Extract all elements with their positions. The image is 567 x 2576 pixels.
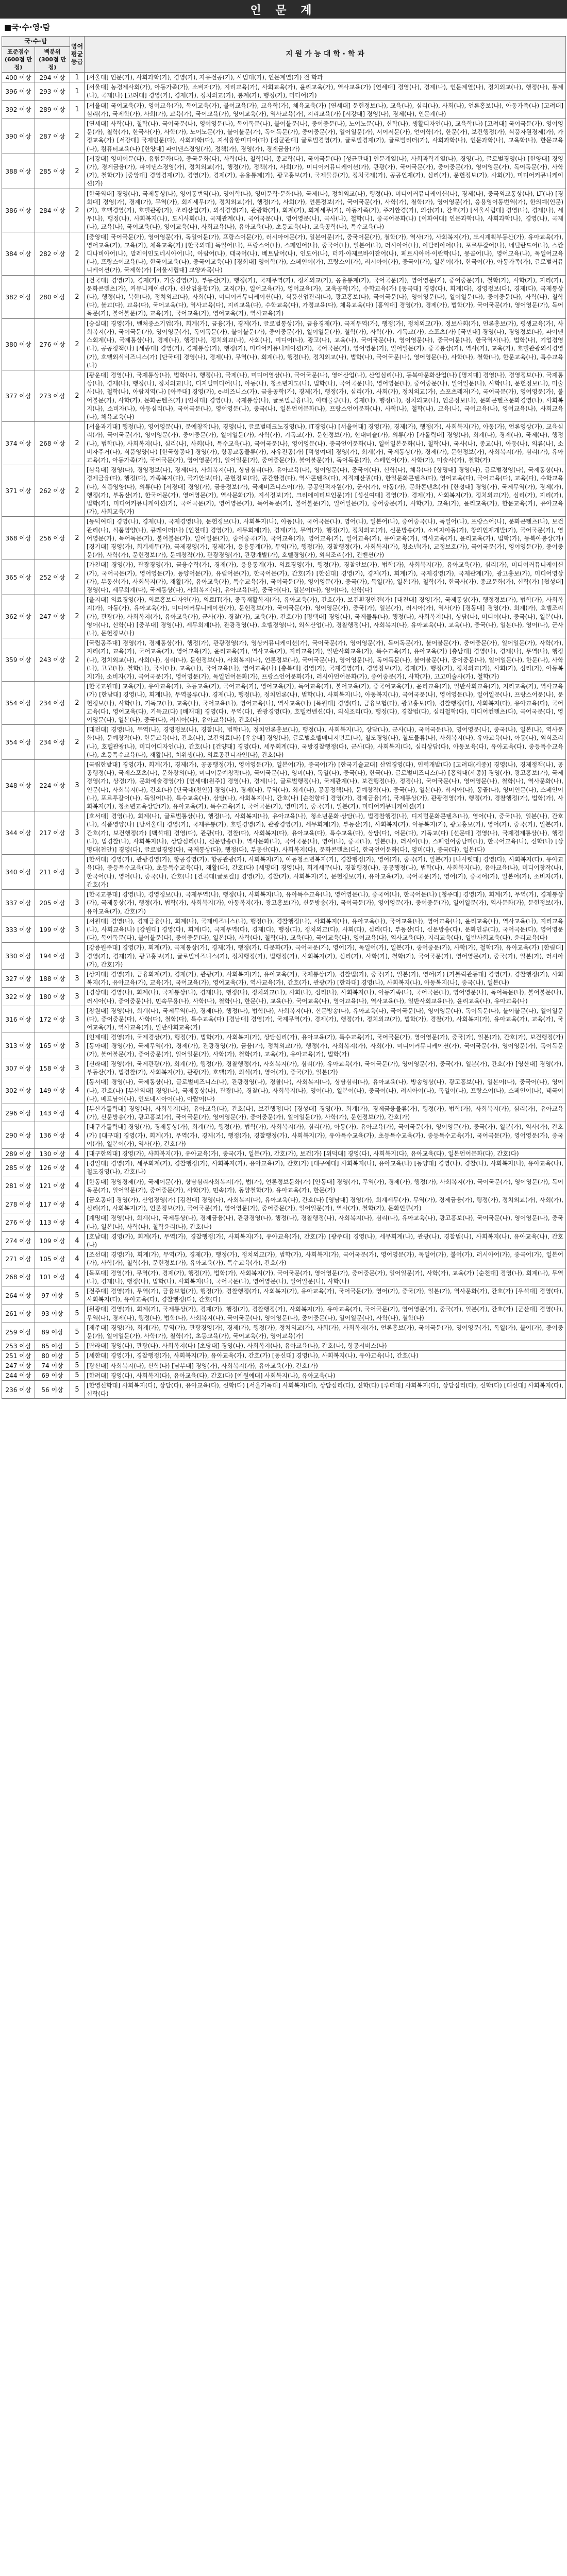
percentile-cell: 109 이상 — [35, 1231, 70, 1249]
standard-score-cell: 253 이상 — [2, 1341, 35, 1351]
university-list-cell: [한영신학대] 사회복지(다), 상담(다), 유아교육(다), 신학(다) [서울기독대] 사회복지(다), 상담심리(다), 신학(다) [루터대] 사회복지(다), 상담심리(다), 신학(다) [대신대] 사회복지(다), 신학(다) — [85, 1381, 566, 1399]
percentile-cell: 289 이상 — [35, 100, 70, 118]
university-list-cell: [탐라대] 경영(다), 관광(다), 사회복지(다) [초당대] 경영(나), 사회복지(나), 유아교육(나), 간호(나), 항공서비스(나) — [85, 1341, 566, 1351]
university-list-cell: [한려대] 경영(다), 사회복지(다), 유아교육(다), 간호(다) [예원예대] 사회복지(나), 유아교육(나) — [85, 1370, 566, 1380]
english-level-cell: 5 — [70, 1381, 85, 1399]
university-list-cell: [제주대] 경영(가), 회계(가), 무역(가), 관광경영(가), 경제(가), 행정(가), 정치외교(가), 사회(가), 사회복지(가), 언론홍보(가), 국어국문(가), 영어영문(가), 독일(가), 불어(가), 중어중문(가), 일어일문(가), 사학(가), 철학(가), 초등교육(가), 국어교육(가), 영어교육(가) — [85, 1323, 566, 1341]
standard-score-cell: 377 이상 — [2, 370, 35, 421]
english-level-cell: 4 — [70, 1077, 85, 1104]
percentile-cell: 287 이상 — [35, 119, 70, 154]
standard-score-cell: 386 이상 — [2, 189, 35, 232]
percentile-cell: 211 이상 — [35, 855, 70, 890]
standard-score-cell: 276 이상 — [2, 1213, 35, 1231]
university-list-cell: [한국교통대] 경영(나), 경영정보(나), 국제무역(나), 행정(나), 사회복지(나), 유아특수교육(나), 영어영문(나), 중국어(나), 한국어문(나) [청주대] 경영(가), 회계(가), 무역(가), 경제통상(가), 국제통상(가), 행정(가), 법학(가), 사회복지(가), 아동복지(가), 광고홍보(가), 신문방송(가), 국어국문(가), 영어영문(가), 중어중문(가), 일어일문(가), 역사문화(가), 문헌정보(가), 유아교육(가), 간호(가) — [85, 890, 566, 917]
table-row — [2, 1268, 566, 1286]
standard-score-cell: 396 이상 — [2, 82, 35, 100]
standard-score-cell: 354 이상 — [2, 682, 35, 725]
university-list-cell: [서울과기대] 행정(나), 영어영문(나), 문예창작(나), 경영(나), 글로벌테크노경영(나), IT경영(나) [서울여대] 경영(가), 경제(가), 행정(가), 사회복지(가), 아동(가), 언론영상(가), 교육심리(가), 국어국문(가), 영어영문(가), 중어중문(가), 일어일문(가), 사학(가), 기독교(가), 문헌정보(가), 현대미술(가), 의류(가) [가톨릭대] 경영(나), 회계(나), 경제(나), 국제(나), 행정(나), 법학(나), 사회복지(나), 심리(나), 사회(나), 특수교육(나), 국어국문(나), 영어영문(나), 중국언어문화(나), 일어일본문화(나), 철학(나), 국사(나), 종교(나), 아동(나), 의류(나), 소비자주거(나), 식품영양(나) [한국항공대] 경영(가), 항공교통물류(가), 자유전공(가) [덕성여대] 경영(가), 회계(가), 국제통상(가), 경제(가), 문헌정보(가), 사회복지(가), 심리(가), 유아교육(가), 아동가족(가), 국어국문(가), 영어영문(가), 일어일문(가), 중어중문(가), 불어불문(가), 독어독문(가), 스페인어(가), 사학(가), 미술사(가), 철학(가) — [85, 422, 566, 465]
table-row — [2, 154, 566, 189]
percentile-cell: 136 이상 — [35, 1122, 70, 1149]
english-level-cell: 2 — [70, 370, 85, 421]
percentile-cell: 126 이상 — [35, 1159, 70, 1177]
table-row — [2, 682, 566, 725]
university-list-cell: [중앙대] 국어국문(가), 영어영문(가), 독일어문(가), 프랑스어문(가), 러시아어문(가), 일본어문(가), 중국어문(가), 철학(가), 역사(가), 사회복지(가), 도시계획부동산(가), 유아교육(가), 영어교육(가), 교육(가), 체육교육(가) [한국외대] 독일어(나), 프랑스어(나), 스페인어(나), 중국어(나), 일본어(나), 러시아어(나), 이탈리아어(나), 포르투갈어(나), 네덜란드어(나), 스칸디나비아어(나), 말레이인도네시아어(나), 아랍어(나), 태국어(나), 베트남어(나), 인도어(나), 터키·아제르바이잔어(나), 페르시아어·이란학(나), 몽골어(나), 영어교육(나), 독일어교육(나), 프랑스어교육(나), 한국어교육(나), 중국어교육(나) [경희대] 영어학(가), 스페인어(가), 프랑스어(가), 러시아어(가), 중국어(가), 일본어(가), 한국어(가), 아동가족(가), 글로벌커뮤니케이션(가), 국제학(가) [서울시립대] 교양과목(나) — [85, 232, 566, 275]
english-level-cell: 3 — [70, 1059, 85, 1077]
table-row — [2, 1341, 566, 1351]
table-row — [2, 517, 566, 560]
standard-score-cell: 384 이상 — [2, 232, 35, 275]
english-level-cell: 1 — [70, 100, 85, 118]
english-level-cell: 3 — [70, 969, 85, 987]
table-row — [2, 100, 566, 118]
university-list-cell: [대구가톨릭대] 경영(가), 경제통상(가), 회계(가), 행정(가), 법학(가), 사회복지(가), 심리(가), 아동(가), 유아교육(가), 국어국문(가), 영어영문(가), 중국(가), 일본(가), 역사(가), 간호(가) [대구대] 경영(가), 회계(가), 무역(가), 경제(가), 행정(가), 경찰행정(가), 사회복지(가), 유아특수교육(가), 초등특수교육(가), 중등특수교육(가), 국어국문(가), 영어영문(가), 중국어(가), 일본어(가), 역사(가), 간호(가) — [85, 1122, 566, 1149]
standard-score-cell: 302 이상 — [2, 1077, 35, 1104]
table-row — [2, 969, 566, 987]
english-level-cell: 2 — [70, 682, 85, 725]
english-level-cell: 5 — [70, 1351, 85, 1361]
table-row — [2, 1122, 566, 1149]
percentile-cell: 158 이상 — [35, 1059, 70, 1077]
table-row — [2, 1077, 566, 1104]
english-level-cell: 2 — [70, 560, 85, 595]
table-row — [2, 1286, 566, 1304]
university-list-cell: [세한대] 경영(가), 경찰행정(가), 사회복지(가), 유아교육(가), 간호(가) [동신대] 경영(나), 사회복지(나), 유아교육(나), 간호(나) — [85, 1351, 566, 1361]
english-level-cell: 4 — [70, 1159, 85, 1177]
english-level-cell: 5 — [70, 1341, 85, 1351]
english-level-cell: 4 — [70, 1148, 85, 1158]
english-level-cell: 2 — [70, 275, 85, 318]
standard-score-cell: 368 이상 — [2, 517, 35, 560]
percentile-cell: 89 이상 — [35, 1323, 70, 1341]
university-list-cell: [인제대] 경영(가), 국제경상(가), 행정(가), 법학(가), 사회복지(가), 상담심리(가), 유아교육(가), 특수교육(가), 국어국문(가), 영어영문(가), 중국(가), 일본(가), 간호(가), 보건행정(가) [동아대] 경영(가), 국제무역(가), 경제(가), 관광경영(가), 금융(가), 정치외교(가), 행정(가), 사회복지(가), 사회(가), 미디어커뮤니케이션(가), 국어국문(가), 영어영문(가), 독어독문(가), 불어불문(가), 중어중문(가), 일어일문(가), 사학(가), 철학(가), 교육(가), 유아교육(가), 법학(가) — [85, 1032, 566, 1059]
table-row — [2, 988, 566, 1006]
standard-score-cell: 244 이상 — [2, 1370, 35, 1380]
university-list-cell: [가천대] 경영(가), 관광경영(가), 금융수학(가), 경제(가), 응용통계(가), 의료경영(가), 행정(가), 경찰안보(가), 법학(가), 사회복지(가), 유아교육(가), 심리(가), 미디어커뮤니케이션(가), 국어국문(가), 영어영문(가), 동양어문(가), 유럽어문(가), 한국어문(가), 간호(가) [한신대] 경영(가), 경제(가), 회계(가), 국제경영(가), 국제관계(가), 광고홍보(가), 미디어영상(가), 부동산(가), 사회복지(가), 재활(가), 유아교육(가), 특수교육(가), 국어국문(가), 영어영문(가), 중국(가), 독일(가), 일본(가), 철학(가), 한국사(가), 종교문화(가), 신학(가) [협성대] 경영(다), 세무회계(다), 국제통상(다), 사회복지(다), 유아교육(다), 중국어(다), 일본어(다), 영어(다), 신학(다) — [85, 560, 566, 595]
table-row — [2, 760, 566, 811]
english-level-cell: 2 — [70, 154, 85, 189]
percentile-cell: 149 이상 — [35, 1077, 70, 1104]
table-row — [2, 1361, 566, 1370]
standard-score-cell: 362 이상 — [2, 595, 35, 638]
standard-score-cell: 236 이상 — [2, 1381, 35, 1399]
standard-score-cell: 333 이상 — [2, 916, 35, 943]
english-level-cell: 2 — [70, 638, 85, 682]
percentile-cell: 188 이상 — [35, 969, 70, 987]
university-list-cell: [서울대] 인문(가), 사회과학(가), 경영(가), 자유전공(가), 사범대(가), 인문계열(가) 전 학과 — [85, 73, 566, 82]
english-level-cell: 3 — [70, 760, 85, 811]
university-list-cell: [서울대] 농경제사회(가), 아동가족(가), 소비자(가), 지리교육(가), 사회교육(가), 윤리교육(가), 역사교육(가) [연세대] 경영(나), 경제(나), 인문계열(나), 정치외교(나), 행정(나), 통계(나), 국제(나) [고려대] 경영(가), 경제(가), 정치외교(가), 통계(가), 행정(가), 미디어(가) — [85, 82, 566, 100]
percentile-cell: 262 이상 — [35, 465, 70, 517]
table-row — [2, 1213, 566, 1231]
english-level-cell: 5 — [70, 1370, 85, 1380]
percentile-cell: 143 이상 — [35, 1104, 70, 1122]
english-level-cell: 3 — [70, 988, 85, 1006]
standard-score-cell: 322 이상 — [2, 988, 35, 1006]
english-level-cell: 2 — [70, 119, 85, 154]
standard-score-cell: 290 이상 — [2, 1122, 35, 1149]
banner-title: 인 문 계 — [250, 4, 317, 17]
standard-score-cell: 281 이상 — [2, 1177, 35, 1195]
table-row — [2, 1006, 566, 1032]
english-level-cell: 4 — [70, 1195, 85, 1213]
university-list-cell: [금오공대] 경영(가), 산업경영(가) [김천대] 경영(다), 사회복지(다), 유아교육(다), 간호(다) [영남대] 경영(가), 회계세무(가), 무역(가), 경제금융(가), 행정(가), 정치외교(가), 사회(가), 심리(가), 사회복지(가), 언론정보(가), 국어국문(가), 영어영문(가), 중어중문(가), 일어일문(가), 역사(가), 철학(가), 문화인류(가) — [85, 1195, 566, 1213]
percentile-cell: 130 이상 — [35, 1148, 70, 1158]
university-list-cell: [광신대] 사회복지(다), 신학(다) [남부대] 경영(가), 사회복지(가), 유아교육(가), 간호(가) — [85, 1361, 566, 1370]
university-list-cell: [호남대] 경영(가), 회계(가), 무역(가), 경찰행정(가), 사회복지(가), 유아교육(가), 간호(가) [광주대] 경영(나), 세무회계(나), 관광(나), 경찰법(나), 사회복지(나), 유아교육(나), 간호(나) — [85, 1231, 566, 1249]
standard-score-cell: 264 이상 — [2, 1286, 35, 1304]
table-row — [2, 422, 566, 465]
standard-score-cell: 365 이상 — [2, 560, 35, 595]
standard-score-cell: 327 이상 — [2, 969, 35, 987]
university-list-cell: [연세대] 사학(나), 철학(나), 국어국문(나), 영어영문(나), 독어독문(나), 불어불문(나), 중어중문(나), 노어노문(나), 신학(나), 생활디자인(나), 교육학(나) [고려대] 국어국문(가), 영어영문(가), 철학(가), 한국사(가), 사학(가), 노어노문(가), 불어불문(가), 독어독문(가), 중어중문(가), 일어일문(가), 서어서문(가), 언어학(가), 한문(가), 보건행정(가), 식품자원경제(가), 가정교육(가) [서강대] 국제인문(다), 사회과학(다), 지식융합미디어(다) [성균관대] 글로벌경영(가), 글로벌경제(가), 글로벌리더(가), 사회과학(나), 인문과학(나), 교육학(나), 한문교육(나), 컴퓨터교육(나) [한양대] 파이낸스경영(가), 정책(가), 경영(가), 경제금융(가) — [85, 119, 566, 154]
table-row — [2, 595, 566, 638]
standard-score-cell: 392 이상 — [2, 100, 35, 118]
table-row — [2, 1250, 566, 1268]
english-level-cell: 5 — [70, 1304, 85, 1323]
percentile-cell: 105 이상 — [35, 1250, 70, 1268]
percentile-cell: 117 이상 — [35, 1195, 70, 1213]
english-level-cell: 2 — [70, 189, 85, 232]
percentile-cell: 194 이상 — [35, 943, 70, 970]
university-list-cell: [한국교원대] 교육(가), 유아교육(가), 초등교육(가), 국어교육(가), 영어교육(가), 독어교육(가), 불어교육(가), 중국어교육(가), 윤리교육(가), 일반사회교육(가), 지리교육(가), 역사교육(가) [한남대] 경영(나), 회계(나), 무역물류(나), 경제(나), 행정(나), 정치언론(나), 법학(나), 사회복지(나), 아동복지(나), 국어국문(나), 영어영문(나), 일어일문(나), 프랑스어문(나), 문헌정보(나), 사학(나), 기독교(나), 교육(나), 국어교육(나), 영어교육(나), 역사교육(나) [목원대] 경영(다), 금융보험(다), 광고홍보(다), 경찰행정(다), 사회복지(다), 유아교육(다), 국어교육(다), 영어교육(다), 기독교(다) [배재대] 경영(다), 무역(다), 관광경영(다), 호텔컨벤션(다), 외식조리(다), 행정(다), 경찰법(다), 심리철학(다), 미디어컨텐츠(다), 국어국문(다), 영어영문(다), 일본(다), 중국(다), 러시아(다), 유아교육(다), 간호(다) — [85, 682, 566, 725]
percentile-cell: 180 이상 — [35, 988, 70, 1006]
standard-score-cell: 268 이상 — [2, 1268, 35, 1286]
standard-score-cell: 359 이상 — [2, 638, 35, 682]
standard-score-cell: 285 이상 — [2, 1159, 35, 1177]
table-row — [2, 1148, 566, 1158]
university-list-cell: [서강대] 영미어문(다), 유럽문화(다), 중국문화(다), 사학(다), 철학(다), 종교학(다), 국어국문(다) [성균관대] 인문계열(나), 사회과학계열(나), 경영(나), 글로벌경영(나) [한양대] 경영(가), 경제금융(가), 파이낸스경영(가), 정치외교(가), 행정(가), 정책(가), 사회(가), 미디어커뮤니케이션(가), 관광(가), 국어국문(가), 중어중문(가), 영어영문(가), 독어독문(가), 사학(가), 철학(가) [중앙대] 경영경제(가), 경영(가), 경제(가), 응용통계(가), 광고홍보(가), 국제물류(가), 정치국제(가), 공공인재(가), 심리(가), 문헌정보(가), 사회(가), 미디어커뮤니케이션(가) — [85, 154, 566, 189]
university-list-cell: [강릉원주대] 경영(가), 회계(가), 국제통상(가), 경제(가), 행정(가), 다문화(가), 국어국문(가), 영어(가), 독일어(가), 일본(가), 중어중문(가), 사학(가), 철학(가), 유아교육(가) [한림대] 경영(가), 경제(가), 광고홍보(가), 글로벌비즈니스(가), 정치행정(가), 법행정(가), 사회복지(가), 심리(가), 사학(가), 철학(가), 국어국문(가), 영어영문(가), 중국(가), 일본(가), 러시아(가), 간호(가) — [85, 943, 566, 970]
english-level-cell: 4 — [70, 1268, 85, 1286]
university-list-cell: [한동대] 경영경제(가), 국제어문(가), 상담심리사회복지(가), 법(가), 언론정보문화(가) [안동대] 경영(가), 무역(가), 경제(가), 행정(가), 사회복지(가), 국어국문(가), 영어영문(가), 독어독문(가), 일어일문(가), 중어중문(가), 사학(가), 민속(가), 동양철학(가), 유아교육(가), 한문(가) — [85, 1177, 566, 1195]
english-level-cell: 4 — [70, 1177, 85, 1195]
university-list-cell: [건국대] 경영(가), 경제(가), 기술경영(가), 부동산(가), 행정(가), 국제무역(가), 정치외교(가), 응용통계(가), 국어국문(가), 영어영문(가), 중어중문(가), 철학(가), 사학(가), 지리(가), 문화콘텐츠(가), 커뮤니케이션(가), 신산업융합(가), 교직(가), 일어교육(가), 영어교육(가), 교육공학(가), 수학교육(가) [동국대] 경영(다), 회계(다), 경영정보(다), 경제(다), 국제통상(다), 행정(다), 북한(다), 정치외교(다), 사회(다), 미디어커뮤니케이션(다), 식품산업관리(다), 광고홍보(다), 국어국문(다), 영어영문(다), 일어일문(다), 중어중문(다), 사학(다), 철학(다), 불교(다), 교육(다), 국어교육(다), 역사교육(다), 지리교육(다), 수학교육(다), 가정교육(다), 체육교육(다) [홍익대] 경영(가), 경제(가), 법학(가), 국어국문(가), 영어영문(가), 독어독문(가), 불어불문(가), 교육(가), 국어교육(가), 영어교육(가), 역사교육(가) — [85, 275, 566, 318]
university-list-cell: [경일대] 경영(가), 세무회계(가), 경찰행정(가), 사회복지(가), 유아교육(가), 간호(가) [대구예대] 사회복지(나), 유아교육(나) [동양대] 경영(나), 경찰(나), 사회복지(나), 유아교육(나), 철도경영(나), 간호(나) — [85, 1159, 566, 1177]
percentile-cell: 285 이상 — [35, 154, 70, 189]
standard-score-cell: 390 이상 — [2, 119, 35, 154]
university-list-cell: [한국외대] 경영(나), 국제통상(나), 영어통번역(나), 영어학(나), 영미문학·문화(나), 국제(나), 정치외교(나), 행정(나), 미디어커뮤니케이션(나), 경제(나), 중국외교통상(나), LT(나) [경희대] 경영(가), 경제(가), 무역(가), 회계세무(가), 정치외교(가), 행정(가), 사회(가), 언론정보(가), 국어국문(가), 사학(가), 철학(가), 영어영문(가), 응용영어통번역(가), 한의예(인문)(가), 호텔경영(가), 호텔관광(가), 조리산업(가), 외식경영(가), 관광학(가), 회계(가), 회계세무(가), 아동가족(가), 주거환경(가), 의상(가), 간호(가) [서울시립대] 경영(나), 경제(나), 세무(나), 행정(나), 사회복지(나), 도시사회(나), 국제관계(나), 국어국문(나), 영어영문(나), 국사(나), 철학(나), 중국어문화(나) [이화여대] 인문과학(나), 사회과학(나), 경영(나), 국제(나), 교육(나), 국어교육(나), 영어교육(나), 사회교육(나), 유아교육(나), 초등교육(나), 교육공학(나), 특수교육(나) — [85, 189, 566, 232]
english-level-cell: 5 — [70, 1286, 85, 1304]
percentile-cell: 234 이상 — [35, 725, 70, 760]
percentile-cell: 256 이상 — [35, 517, 70, 560]
table-row — [2, 189, 566, 232]
percentile-cell: 217 이상 — [35, 811, 70, 855]
standard-score-cell: 344 이상 — [2, 811, 35, 855]
university-list-cell: [신라대] 경영(가), 국제관광(가), 회계(가), 행정(가), 경찰행정(가), 사회복지(가), 심리(가), 유아교육(가), 국어국문(가), 영어영문(가), 중국(가), 일본(가), 간호(가) [영산대] 경영(가), 부동산(가), 법경찰(가), 사회복지(가), 관광(가), 호텔(가), 외식(가), 영어(가), 중국(가), 일본(가) — [85, 1059, 566, 1077]
table-row — [2, 1304, 566, 1323]
percentile-cell: 97 이상 — [35, 1286, 70, 1304]
section-label: ■국·수·영·탐 — [4, 23, 51, 32]
university-list-cell: [서원대] 경영(나), 경제금융(나), 회계(나), 국제비즈니스(나), 행정(나), 경찰행정(나), 사회복지(나), 유아교육(나), 국어교육(나), 영어교육(나), 윤리교육(나), 역사교육(나), 지리교육(나), 사회교육(나) [강원대] 경영(다), 회계(다), 국제무역(다), 경제(다), 행정(다), 정치외교(다), 사회(다), 심리(다), 부동산(다), 신문방송(다), 문화인류(다), 국어국문(다), 영어영문(다), 독어독문(다), 불어불문(다), 중어중문(다), 일본(다), 사학(다), 철학(다), 교육(다), 국어교육(다), 영어교육(다), 역사교육(다), 지리교육(다), 일반사회교육(다), 윤리교육(다) — [85, 916, 566, 943]
university-list-cell: [목포대] 경영(가), 무역(가), 경제(가), 행정(가), 법학(가), 사회복지(가), 국어국문(가), 영어영문(가), 중어중문(가), 일어일문(가), 사학(가), 교육(가) [순천대] 경영(나), 회계(나), 무역(나), 경제(나), 행정(나), 법학(나), 사회복지(나), 국어국문(나), 영어영문(나), 일어일문(나), 사학(나) — [85, 1268, 566, 1286]
english-level-cell: 3 — [70, 916, 85, 943]
header-english-level: 영어 평균 등급 — [70, 37, 85, 73]
standard-score-cell: 261 이상 — [2, 1304, 35, 1323]
header-group: 국·수·탐 — [2, 37, 70, 47]
table-row — [2, 725, 566, 760]
standard-score-cell: 289 이상 — [2, 1148, 35, 1158]
standard-score-cell: 400 이상 — [2, 73, 35, 82]
percentile-cell: 293 이상 — [35, 82, 70, 100]
english-level-cell: 4 — [70, 1213, 85, 1231]
percentile-cell: 234 이상 — [35, 682, 70, 725]
english-level-cell: 2 — [70, 725, 85, 760]
table-row — [2, 1370, 566, 1380]
table-row — [2, 318, 566, 370]
university-list-cell: [동덕여대] 경영(나), 경제(나), 국제경영(나), 문헌정보(나), 사회복지(나), 아동(나), 국어국문(나), 영어(나), 일본어(나), 중어중국(나), 독일어(나), 프랑스어(나), 문화콘텐츠(나), 보건관리(나), 식품영양(나), 큐레이터(나) [인천대] 경영(가), 세무회계(가), 경제(가), 무역(가), 행정(가), 정치외교(가), 신문방송(가), 소비자아동(가), 창의인재개발(가), 국어국문(가), 영어영문(가), 독어독문(가), 불어불문(가), 일어일문(가), 중어중국(가), 국어교육(가), 영어교육(가), 일어교육(가), 유아교육(가), 역사교육(가), 윤리교육(가), 법학(가), 동북아통상(가) [경기대] 경영(가), 회계세무(가), 국제경영(가), 경제(가), 응용통계(가), 무역(가), 행정(가), 경찰행정(가), 사회복지(가), 청소년(가), 교정보호(가), 국어국문(가), 영어영문(가), 중어중문(가), 사학(가), 문헌정보(가), 문예창작(가), 관광경영(가), 관광개발(가), 호텔경영(가), 외식조리(가), 컨벤션(가) — [85, 517, 566, 560]
table-row — [2, 119, 566, 154]
table-row — [2, 1231, 566, 1249]
standard-score-cell: 271 이상 — [2, 1250, 35, 1268]
university-list-cell: [국립공주대] 경영(가), 경제통상(가), 행정(가), 관광경영(가), 영상커뮤니케이션(가), 국어국문(가), 영어영문(가), 독어독문(가), 불어불문(가), 중어중문(가), 일어일문(가), 사학(가), 지리(가), 교육(가), 국어교육(가), 영어교육(가), 윤리교육(가), 역사교육(가), 지리교육(가), 일반사회교육(가), 특수교육(가), 유아교육(가) [충남대] 경영(나), 경제(나), 무역(나), 행정(나), 정치외교(나), 사회(나), 심리(나), 문헌정보(나), 사회복지(나), 언론정보(나), 국어국문(나), 영어영문(나), 독어독문(나), 불어불문(나), 중어중문(나), 일어일문(나), 한문(나), 사학(나), 고고(나), 철학(나), 국사(나), 교육(나), 국어교육(나), 영어교육(나) [충북대] 경영(가), 국제경영(가), 경영정보(가), 경제(가), 행정(가), 정치외교(가), 사회(가), 심리(가), 아동복지(가), 소비자(가), 국어국문(가), 영어영문(가), 독일언어문화(가), 프랑스언어문화(가), 러시아언어문화(가), 중어중문(가), 사학(가), 고고미술사(가), 철학(가) — [85, 638, 566, 682]
standard-score-cell: 259 이상 — [2, 1323, 35, 1341]
english-level-cell: 2 — [70, 517, 85, 560]
percentile-cell: 252 이상 — [35, 560, 70, 595]
standard-score-cell: 330 이상 — [2, 943, 35, 970]
university-list-cell: [계명대] 경영(나), 회계(나), 국제통상(나), 경제금융(나), 관광경영(나), 행정(나), 경찰행정(나), 사회복지(나), 심리(나), 유아교육(나), 광고홍보(나), 국어국문(나), 영어영문(나), 중국(나), 일본(나), 사학(나), 철학윤리(나), 간호(나) — [85, 1213, 566, 1231]
university-list-cell: [전주대] 경영(가), 무역(가), 금융보험(가), 행정(가), 경찰행정(가), 사회복지(가), 유아교육(가), 국어국문(가), 영어(가), 중국(가), 일본(가), 역사문화(가), 간호(가) [우석대] 경영(다), 사회복지(다), 유아교육(다), 경찰행정(다), 간호(다) — [85, 1286, 566, 1304]
table-row — [2, 1104, 566, 1122]
university-list-cell: [조선대] 경영(가), 회계(가), 무역(가), 경제(가), 행정(가), 정치외교(가), 법학(가), 사회복지(가), 국어국문(가), 영어영문(가), 독일어(가), 불어(가), 러시아어(가), 중국어(가), 일본어(가), 사학(가), 철학(가), 문헌정보(가), 유아교육(가), 특수교육(가), 간호(가) — [85, 1250, 566, 1268]
table-row — [2, 560, 566, 595]
percentile-cell: 172 이상 — [35, 1006, 70, 1032]
standard-score-cell: 316 이상 — [2, 1006, 35, 1032]
percentile-cell: 273 이상 — [35, 370, 70, 421]
standard-score-cell: 380 이상 — [2, 318, 35, 370]
table-row — [2, 73, 566, 82]
table-row — [2, 1159, 566, 1177]
english-level-cell: 4 — [70, 1122, 85, 1149]
standard-score-cell: 337 이상 — [2, 890, 35, 917]
table-row — [2, 943, 566, 970]
standard-score-cell: 348 이상 — [2, 760, 35, 811]
table-row — [2, 855, 566, 890]
percentile-cell: 113 이상 — [35, 1213, 70, 1231]
english-level-cell: 4 — [70, 1231, 85, 1249]
percentile-cell: 101 이상 — [35, 1268, 70, 1286]
table-row — [2, 811, 566, 855]
table-row — [2, 465, 566, 517]
university-list-cell: [대전대] 경영(나), 무역(나), 경영정보(나), 경찰(나), 법학(나), 정치언론홍보(나), 행정(나), 사회복지(나), 상담(나), 군사(나), 국어국문(나), 영어영문(나), 중국(나), 일본(나), 역사문화(나), 문예창작(나), 한문교육(나), 간호(나), 보건의료(나) [우송대] 경영(나), 글로벌호텔매니지먼트(나), 철도경영(나), 철도물류(나), 사회복지(나), 유아교육(나), 아동(나), 외식조리(나), 호텔관광(나), 미디어디자인(나), 간호(나) [건양대] 경영(다), 세무회계(다), 국방경찰행정(다), 군사(다), 사회복지(다), 심리상담(다), 아동보육(다), 유아교육(다), 중등특수교육(다), 초등특수교육(다), 재활(다), 치위생(다), 의료공간디자인(다), 간호(다) — [85, 725, 566, 760]
table-row — [2, 1177, 566, 1195]
university-list-cell: [부산가톨릭대] 경영(다), 사회복지(다), 유아교육(다), 간호(다), 보건행정(다) [경성대] 경영(가), 회계(가), 경제금융물류(가), 행정(가), 법학(가), 사회복지(가), 심리(가), 유아교육(가), 신문방송(가), 광고홍보(가), 국어국문(가), 영어영문(가), 중어중문(가), 일어일문(가), 사학(가), 문헌정보(가), 간호(가) — [85, 1104, 566, 1122]
percentile-cell: 268 이상 — [35, 422, 70, 465]
table-row — [2, 916, 566, 943]
table-row — [2, 1032, 566, 1059]
percentile-cell: 56 이상 — [35, 1381, 70, 1399]
university-list-cell: [상지대] 경영(가), 금융회계(가), 경제(가), 관광(가), 사회복지(가), 유아교육(가), 국제통상(가), 경찰법(가), 중국(가), 일본(가), 영어(가) [가톨릭관동대] 경영(가), 경찰행정(가), 사회복지(가), 유아교육(가), 교육(가), 국어교육(가), 영어교육(가), 역사교육(가), 간호(가), 관광(가) [한라대] 경영(나), 사회복지(나), 아동복지(나), 중국(나), 일본(나) — [85, 969, 566, 987]
standard-score-cell: 313 이상 — [2, 1032, 35, 1059]
standard-score-cell: 382 이상 — [2, 275, 35, 318]
table-row — [2, 1323, 566, 1341]
table-row — [2, 275, 566, 318]
table-row — [2, 1195, 566, 1213]
english-level-cell: 3 — [70, 811, 85, 855]
university-list-cell: [창원대] 경영(다), 회계(다), 국제무역(다), 경제(다), 행정(다), 법학(다), 사회복지(다), 신문방송(다), 유아교육(다), 국어국문(다), 영어영문(다), 독어독문(다), 불어불문(다), 일어일문(다), 중어중문(다), 사학(다), 철학(다), 특수교육(다) [경남대] 경영(가), 국제무역(가), 경제(가), 행정(가), 정치외교(가), 법학(가), 경찰(가), 사회복지(가), 유아교육(가), 교육(가), 국어교육(가), 역사교육(가), 일반사회교육(가) — [85, 1006, 566, 1032]
table-body — [2, 73, 566, 1399]
percentile-cell: 80 이상 — [35, 1351, 70, 1361]
standard-score-cell: 388 이상 — [2, 154, 35, 189]
university-list-cell: [광운대] 경영(나), 국제통상(나), 법학(나), 행정(나), 국제(나), 미디어영상(나), 국어국문(나), 영어산업(나), 산업심리(나), 동북아문화산업(나) [명지대] 경영(나), 경영정보(나), 국제통상(나), 경제(나), 행정(나), 정치외교(나), 디지털미디어(나), 아동(나), 청소년지도(나), 법학(나), 국어국문(나), 영어영문(나), 중어중문(나), 일어일문(나), 사학(나), 문헌정보(나), 미술사(나), 철학(나), 아랍지역(나) [아주대] 경영(가), e-비즈니스(가), 금융공학(가), 경제(가), 행정(가), 심리(가), 사회(가), 정치외교(가), 스포츠레저(가), 국어국문(가), 영어영문(가), 불어불문(가), 사학(가), 문화콘텐츠(가) [인하대] 경영(나), 국제통상(나), 글로벌금융(나), 아태물류(나), 경제(나), 행정(나), 정치외교(나), 언론정보(나), 문화콘텐츠문화경영(나), 사회복지(나), 소비자(나), 아동심리(나), 국어국문(나), 영어영문(나), 중국(나), 일본언어문화(나), 프랑스언어문화(나), 사학(나), 철학(나), 교육(나), 국어교육(나), 영어교육(나), 사회교육(나), 체육교육(나) — [85, 370, 566, 421]
page-banner — [0, 0, 567, 19]
percentile-cell: 247 이상 — [35, 595, 70, 638]
standard-score-cell: 296 이상 — [2, 1104, 35, 1122]
percentile-cell: 199 이상 — [35, 916, 70, 943]
english-level-cell: 1 — [70, 73, 85, 82]
percentile-cell: 282 이상 — [35, 232, 70, 275]
standard-score-cell: 371 이상 — [2, 465, 35, 517]
percentile-cell: 205 이상 — [35, 890, 70, 917]
english-level-cell: 3 — [70, 855, 85, 890]
english-level-cell: 4 — [70, 1104, 85, 1122]
table-row — [2, 232, 566, 275]
english-level-cell: 1 — [70, 82, 85, 100]
english-level-cell: 3 — [70, 1032, 85, 1059]
percentile-cell: 121 이상 — [35, 1177, 70, 1195]
header-percentile: 백분위 (300점 만점) — [35, 47, 70, 73]
university-list-cell: [을지대] 의료경영(가), 의료홍보디자인(가), 의료IT(가), 중독재활복지(가), 유아교육(가), 간호(가), 보건환경안전(가) [대진대] 경영(가), 국제통상(가), 행정정보(가), 법학(가), 사회복지(가), 아동(가), 유아교육(가), 미디어커뮤니케이션(가), 문헌정보(가), 국어국문(가), 영어영문(가), 중국(가), 일본(가), 러시아(가), 역사(가) [경동대] 경영(가), 회계(가), 호텔조리(가), 관광(가), 사회복지(가), 유아교육(가), 군사(가), 경찰(가), 교육(가), 간호(가) [평택대] 경영(나), 국제물류(나), 행정(나), 사회복지(나), 상담(나), 미디어(나), 중국(나), 일본(나), 영어(나), 신학(나) [중부대] 경영(나), 세무회계(나), 관광경영(나), 호텔경영(나), 외식산업(나), 경찰행정(나), 사회복지(나), 유아교육(나), 교육(나), 중국(나), 일본(나), 영어(나), 군사(나), 문헌정보(나) — [85, 595, 566, 638]
university-list-cell: [서울대] 국어교육(가), 영어교육(가), 독어교육(가), 불어교육(가), 교육학(가), 체육교육(가) [연세대] 문헌정보(나), 교육(나), 심리(나), 사회(나), 언론홍보(나), 아동가족(나) [고려대] 심리(가), 국제학(가), 사회(가), 교육(가), 국어교육(가), 영어교육(가), 역사교육(가), 지리교육(가) [서강대] 경영(다), 경제(다), 인문계(다) — [85, 100, 566, 118]
standard-score-cell: 247 이상 — [2, 1361, 35, 1370]
standard-score-cell: 251 이상 — [2, 1351, 35, 1361]
university-list-cell: [삼육대] 경영(다), 경영정보(다), 경제(다), 사회복지(다), 상담심리(다), 유아교육(다), 영어영문(다), 중국어(다), 신학(다), 체육(다) [상명대] 경영(다), 글로벌경영(다), 국제통상(다), 경제금융(다), 행정(다), 가족복지(다), 국가안보(다), 문헌정보(다), 공간환경(다), 역사콘텐츠(다), 지적재산권(다), 한일문화콘텐츠(다), 영어교육(다), 국어교육(다), 교육(다), 수학교육(다), 식품영양(다), 의류(다) [서경대] 경영(가), 금융정보(가), 국제비즈니스어(가), 공공인적자원(가), 군사(가), 아동(가), 문화콘텐츠(가) [한성대] 경영(가), 국제무역(가), 경제(가), 행정(가), 부동산(가), 한국어문(가), 영어영문(가), 역사문화(가), 지식정보(가), 크리에이티브인문(가) [성신여대] 경영(가), 경제(가), 사회복지(가), 정치외교(가), 심리(가), 지리(가), 법학(가), 미디어커뮤니케이션(가), 국어국문(가), 영어영문(가), 독어독문(가), 불어불문(가), 일어일문(가), 중어중문(가), 사학(가), 교육(가), 윤리교육(가), 한문교육(가), 유아교육(가), 사회교육(가) — [85, 465, 566, 517]
english-level-cell: 4 — [70, 1250, 85, 1268]
header-universities: 지 원 가 능 대 학 · 학 과 — [85, 37, 566, 73]
percentile-cell: 85 이상 — [35, 1341, 70, 1351]
english-level-cell: 2 — [70, 318, 85, 370]
standard-score-cell: 278 이상 — [2, 1195, 35, 1213]
english-level-cell: 5 — [70, 1323, 85, 1341]
english-level-cell: 5 — [70, 1361, 85, 1370]
table-row — [2, 638, 566, 682]
english-level-cell: 2 — [70, 422, 85, 465]
university-list-cell: [숭실대] 경영(가), 벤처중소기업(가), 회계(가), 금융(가), 경제(가), 글로벌통상(가), 금융경제(가), 국제무역(가), 행정(가), 정치외교(가), 정보사회(가), 언론홍보(가), 평생교육(가), 사회복지(가), 국어국문(가), 영어영문(가), 독어독문(가), 불어불문(가), 중어중문(가), 일어일문(가), 철학(가), 사학(가), 기독교(가), 스포츠(가) [국민대] 경영(나), 경영정보(나), 파이낸스회계(나), 국제통상(나), 경제(나), 행정(나), 정치외교(나), 사회(나), 미디어(나), 광고(나), 교육(나), 국어국문(나), 영어영문(나), 중국어문(나), 한국역사(나), 법학(나), 기업경영(나), 공공정책(나) [세종대] 경영(가), 경제통상(가), 행정(가), 미디어커뮤니케이션(가), 국어국문(가), 영어영문(가), 일어일문(가), 중국통상(가), 역사(가), 교육(가), 호텔관광외식경영(가), 호텔외식비즈니스(가) [단국대] 경영(나), 경제(나), 무역(나), 회계(나), 행정(나), 정치외교(나), 법학(나), 국어국문(나), 영어영문(나), 사학(나), 철학(나), 한문교육(나), 특수교육(나) — [85, 318, 566, 370]
standard-score-cell: 307 이상 — [2, 1059, 35, 1077]
table-row — [2, 370, 566, 421]
percentile-cell: 165 이상 — [35, 1032, 70, 1059]
standard-score-cell: 340 이상 — [2, 855, 35, 890]
percentile-cell: 243 이상 — [35, 638, 70, 682]
percentile-cell: 280 이상 — [35, 275, 70, 318]
university-list-cell: [경상대] 경영(나), 회계(나), 국제통상(나), 경제(나), 행정(나), 정치외교(나), 사회(나), 심리(나), 사회복지(나), 아동가족(나), 국어국문(나), 영어영문(나), 독어독문(나), 불어불문(나), 러시아(나), 중어중문(나), 민속무용(나), 사학(나), 철학(나), 한문(나), 교육(나), 국어교육(나), 영어교육(나), 역사교육(나), 일반사회교육(나), 윤리교육(나), 유아교육(나) — [85, 988, 566, 1006]
table-row — [2, 890, 566, 917]
percentile-cell: 69 이상 — [35, 1370, 70, 1380]
table-row — [2, 1059, 566, 1077]
english-level-cell: 2 — [70, 232, 85, 275]
percentile-cell: 276 이상 — [35, 318, 70, 370]
header-standard-score: 표준점수 (600점 만점) — [2, 47, 35, 73]
table-row — [2, 1351, 566, 1361]
percentile-cell: 294 이상 — [35, 73, 70, 82]
table-row — [2, 82, 566, 100]
table-row — [2, 1381, 566, 1399]
university-list-cell: [동서대] 경영(나), 국제통상(나), 글로벌비즈니스(나), 관광경영(나), 경찰(나), 사회복지(나), 상담심리(나), 유아교육(나), 방송영상(나), 광고홍보(나), 일본어(나), 중국어(나), 영어(나), 간호(나) [부산외대] 경영(나), 국제통상(나), 관광(나), 경찰(나), 사회복지(나), 영어(나), 일본어(나), 중국어(나), 러시아어(나), 독일어(나), 프랑스어(나), 스페인어(나), 태국어(나), 베트남어(나), 인도네시아어(나), 아랍어(나) — [85, 1077, 566, 1104]
standard-score-cell: 374 이상 — [2, 422, 35, 465]
english-level-cell: 3 — [70, 890, 85, 917]
university-list-cell: [원광대] 경영(가), 회계(가), 국제통상(가), 경제(가), 행정(가), 경찰행정(가), 사회복지(가), 유아교육(가), 국어국문(가), 영어영문(가), 중국(가), 일본(가), 간호(가) [군산대] 경영(나), 무역(나), 경제(나), 행정(나), 법학(나), 사회복지(나), 국어국문(나), 영어영문(나), 중어중문(나), 일어일문(나), 사학(나), 철학(나) — [85, 1304, 566, 1323]
university-list-cell: [대구한의대] 경영(가), 사회복지(가), 유아교육(가), 중국(가), 일본(가), 간호(가), 보건(가) [위덕대] 경영(다), 사회복지(다), 유아교육(다), 일본언어문화(다), 간호(다) — [85, 1148, 566, 1158]
university-list-cell: [호서대] 경영(나), 회계(나), 글로벌통상(나), 행정(나), 사회복지(나), 유아교육(나), 청소년문화·상담(나), 법경찰행정(나), 디지털문화콘텐츠(나), 영어(나), 중국(나), 일본(나), 간호(나), 식품영양(나) [남서울대] 경영(가), 국제유통(가), 호텔경영(가), 관광경영(가), 세무회계(가), 부동산(가), 사회복지(가), 아동복지(가), 광고홍보(가), 영어(가), 중국(가), 일본(가), 간호(가), 보건행정(가) [백석대] 경영(다), 관광(다), 경찰(다), 사회복지(다), 유아교육(다), 특수교육(다), 상담(다), 어문(다), 기독교(다) [선문대] 경영(나), 국제경제통상(나), 행정(나), 법경찰(나), 사회복지(나), 상담심리(나), 신문방송(나), 역사문화(나), 국어국문(나), 영어(나), 중국(나), 일본(나), 러시아(나), 스페인어중남미(나), 한국어교육(나), 신학(나) [상명대(천안)] 경영(다), 글로벌경영(다), 국제통상(다), 행정(다), 부동산(다), 사회복지(다), 문화콘텐츠(다), 한국언어문화(다), 영미(다), 중국(다), 일본(다) — [85, 811, 566, 855]
university-list-cell: [국립한밭대] 경영(가), 회계(가), 경제(가), 공공행정(가), 영어영문(가), 일본어(가), 중국어(가) [한국기술교대] 산업경영(다), 인력개발(다) [고려대(세종)] 경영(나), 경제정책(나), 공공행정(나), 국제스포츠(나), 문화창의(나), 미디어문예창작(나), 국어국문(나), 영미(나), 독일(나), 중국(나), 한국(나), 글로벌비즈니스(나) [홍익대(세종)] 경영(가), 광고홍보(가), 국제경영(가), 상경(가), 문화예술경영(가) [연세대(원주)] 경영(나), 경제(나), 글로벌행정(나), 국제관계(나), 보건행정(나), 정경(나), 국어국문(나), 영어영문(나), 철학(나), 역사문화(나), 인문(나), 사회복지(나), 간호(나) [단국대(천안)] 경영(나), 경제(나), 무역(나), 회계(나), 공공정책(나), 문예창작(나), 중국(나), 일본(나), 러시아(나), 몽골(나), 영미인문(나), 스페인어(나), 포르투갈어(나), 독일어(나), 특수교육(나), 상담(나), 사회복지(나), 간호(나) [순천향대] 경영(가), 경제금융(가), 국제통상(가), 관광경영(가), 행정(가), 경찰행정(가), 법학(가), 사회복지(가), 청소년교육상담(가), 유아교육(가), 특수교육(가), 국어국문(가), 영미(가), 중국(가), 일본(가), 미디어커뮤니케이션(가) — [85, 760, 566, 811]
english-level-cell: 3 — [70, 1006, 85, 1032]
percentile-cell: 74 이상 — [35, 1361, 70, 1370]
percentile-cell: 93 이상 — [35, 1304, 70, 1323]
percentile-cell: 224 이상 — [35, 760, 70, 811]
percentile-cell: 284 이상 — [35, 189, 70, 232]
standard-score-cell: 274 이상 — [2, 1231, 35, 1249]
english-level-cell: 2 — [70, 465, 85, 517]
university-list-cell: [한서대] 경영(가), 관광경영(가), 항공경영(가), 항공관광(가), 사회복지(가), 아동청소년복지(가), 경찰행정(가), 영어(가), 중국(가), 일본(가) [나사렛대] 경영(다), 사회복지(다), 유아교육(다), 중등특수교육(다), 초등특수교육(다), 재활(다), 간호(다) [세명대] 경영(나), 회계세무(나), 경찰행정(나), 공공행정(나), 법학(나), 사회복지(나), 유아교육(나), 미디어창작(나), 한국어(나), 영어(나), 중국(나), 간호(나) [건국대(글로컬)] 경영(가), 경찰(가), 사회복지(가), 문헌정보(가), 유아교육(가), 국어국문(가), 영어(가), 중국어(가), 일본어(가), 소비자(가), 간호(가) — [85, 855, 566, 890]
standard-score-cell: 354 이상 — [2, 725, 35, 760]
english-level-cell: 3 — [70, 943, 85, 970]
admission-table — [2, 36, 566, 1399]
english-level-cell: 2 — [70, 595, 85, 638]
